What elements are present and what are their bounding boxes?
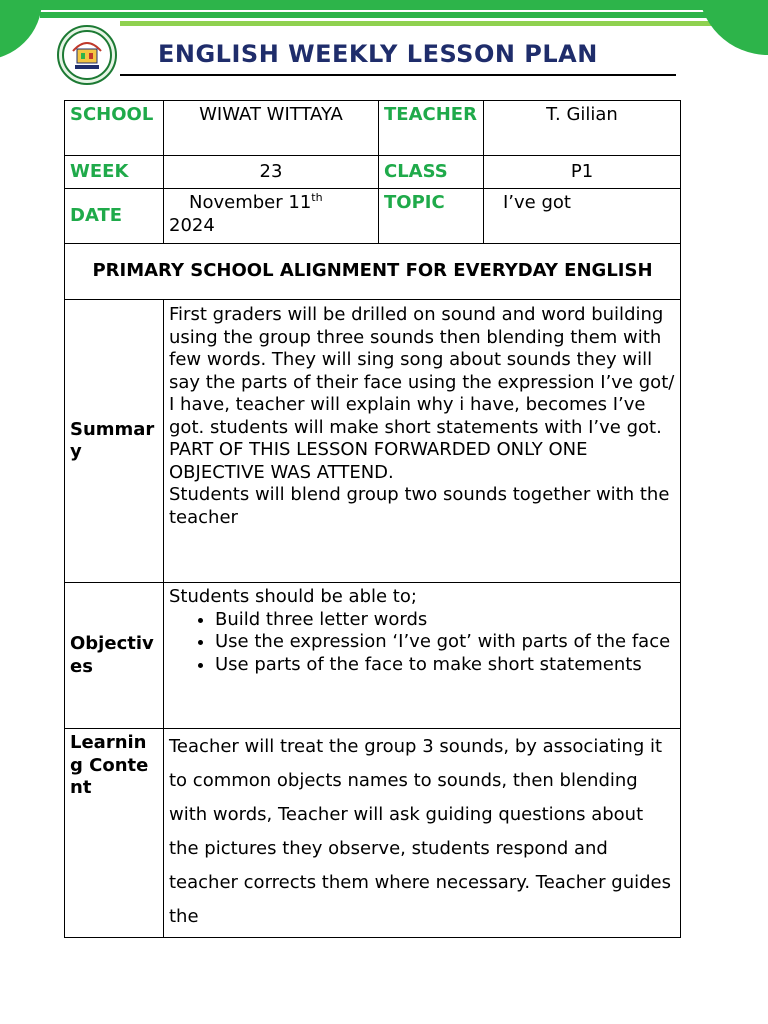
school-label: SCHOOL	[65, 101, 164, 156]
date-value	[164, 189, 379, 244]
objectives-intro: Students should be able to;	[169, 586, 417, 607]
objectives-list	[169, 609, 675, 677]
lesson-plan-table	[64, 100, 681, 938]
summary-label: Summary	[65, 300, 164, 583]
page-title: ENGLISH WEEKLY LESSON PLAN	[158, 40, 598, 68]
learning-content-label: Learning Content	[65, 729, 164, 938]
week-row	[65, 156, 681, 189]
summary-cell	[164, 300, 681, 583]
week-label: WEEK	[65, 156, 164, 189]
header-stripe-light	[120, 21, 730, 26]
week-value: 23	[164, 156, 379, 189]
school-seal-icon	[57, 25, 117, 85]
class-value: P1	[484, 156, 681, 189]
school-row	[65, 101, 681, 156]
date-label: DATE	[65, 189, 164, 244]
learning-content-text: Teacher will treat the group 3 sounds, by associating it to common objects names to sounds, then blending with words, Teacher will ask guiding questions about the pictures they observe, students respond and teacher corrects them where necessary. Teacher guides the	[164, 729, 681, 938]
banner-row	[65, 244, 681, 300]
header-stripe-middle	[40, 12, 725, 18]
topic-text: I’ve got	[503, 192, 571, 213]
list-item: • Use parts of the face to make short statements	[215, 654, 675, 677]
date-day: November 11	[189, 192, 312, 213]
corner-decoration-right	[698, 0, 768, 55]
objectives-label: Objectives	[65, 583, 164, 729]
objectives-row	[65, 583, 681, 729]
school-value: WIWAT WITTAYA	[164, 101, 379, 156]
summary-text: First graders will be drilled on sound and word building using the group three sounds then blending them with few words. They will sing song about sounds they will say the parts of their face using the expression I’ve got/ I have, teacher will explain why i have, becomes I’ve got. students will make short statements with I’ve got. PART OF THIS LESSON FORWARDED ONLY ONE OBJECTIVE WAS ATTEND.	[169, 304, 675, 483]
teacher-value: T. Gilian	[484, 101, 681, 156]
title-underline	[120, 74, 676, 76]
date-year: 2024	[169, 214, 215, 236]
alignment-banner: PRIMARY SCHOOL ALIGNMENT FOR EVERYDAY ENGLISH	[65, 244, 681, 300]
learning-content-row	[65, 729, 681, 938]
topic-label: TOPIC	[379, 189, 484, 244]
teacher-label: TEACHER	[379, 101, 484, 156]
class-label: CLASS	[379, 156, 484, 189]
summary-row	[65, 300, 681, 583]
list-item: • Use the expression ‘I’ve got’ with parts of the face	[215, 631, 675, 654]
corner-decoration-left	[0, 0, 42, 60]
summary-text-2: Students will blend group two sounds together with the teacher	[169, 484, 670, 528]
topic-value	[484, 189, 681, 244]
objectives-cell	[164, 583, 681, 729]
list-item: • Build three letter words	[215, 609, 675, 632]
header-stripe-top	[0, 0, 768, 10]
date-row	[65, 189, 681, 244]
date-ordinal: th	[311, 191, 323, 204]
